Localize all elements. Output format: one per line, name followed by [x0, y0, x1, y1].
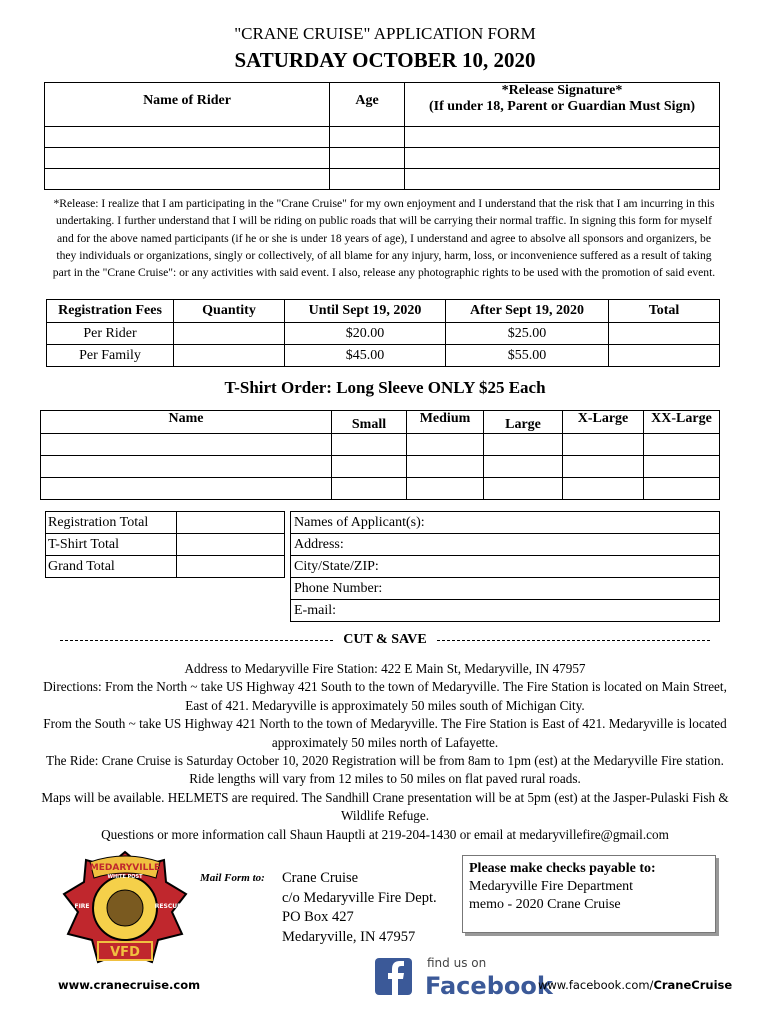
release-signature-note: (If under 18, Parent or Guardian Must Sign): [428, 99, 696, 114]
col-name-of-rider: Name of Rider: [45, 83, 330, 127]
applicant-email-field[interactable]: E-mail:: [291, 600, 720, 622]
rider-age-cell[interactable]: [330, 148, 405, 169]
cut-line: [60, 632, 710, 648]
tshirt-cell[interactable]: [563, 478, 644, 500]
fee-total[interactable]: [609, 323, 720, 345]
fb-url-page: CraneCruise: [653, 978, 733, 992]
totals-label: T-Shirt Total: [46, 534, 177, 556]
tshirt-header: Medium: [407, 411, 484, 434]
info-directions-south: From the South ~ take US Highway 421 North to the town of Medaryville. The Fire Station is East of 421. Medaryville is located approximately 50 miles north of Lafayette.: [43, 716, 727, 750]
info-address: Address to Medaryville Fire Station: 422 E Main St, Medaryville, IN 47957: [184, 661, 586, 676]
table-row: [47, 323, 720, 345]
rider-name-cell[interactable]: [45, 169, 330, 190]
facebook-url[interactable]: [538, 978, 732, 992]
tshirt-cell[interactable]: [41, 456, 332, 478]
release-signature-label: *Release Signature*: [501, 83, 623, 98]
table-row: [46, 534, 285, 556]
tshirt-header: Small: [332, 411, 407, 434]
totals-label: Grand Total: [46, 556, 177, 578]
table-row: [46, 512, 285, 534]
tshirt-cell[interactable]: [563, 434, 644, 456]
badge-sub-text: WHITE POST: [107, 874, 143, 880]
col-release-signature: [405, 83, 720, 127]
tshirt-cell[interactable]: [484, 456, 563, 478]
mail-line: Medaryville, IN 47957: [282, 929, 416, 946]
payable-line: Medaryville Fire Department: [469, 879, 634, 894]
dashed-divider: [437, 640, 710, 641]
mail-line: Crane Cruise: [282, 870, 359, 886]
applicant-address-field[interactable]: Address:: [291, 534, 720, 556]
fire-department-badge-icon: [60, 848, 190, 966]
table-row: [291, 534, 720, 556]
table-row: [45, 127, 720, 148]
fee-label: Per Family: [47, 345, 174, 367]
tshirt-header: Name: [41, 411, 332, 434]
tshirt-cell[interactable]: [332, 456, 407, 478]
payable-box: [462, 855, 716, 933]
totals-table: [45, 511, 285, 578]
tshirt-cell[interactable]: [41, 434, 332, 456]
table-row: [47, 345, 720, 367]
rider-name-cell[interactable]: [45, 127, 330, 148]
rider-signature-cell[interactable]: [405, 127, 720, 148]
tshirt-cell[interactable]: [407, 434, 484, 456]
table-row: [41, 456, 720, 478]
release-statement: *Release: I realize that I am participating in the "Crane Cruise" for my own enjoyment and I understand that the risk that I am incurring in this undertaking. I further understand that I will be riding on public roads that will be carrying their normal traffic. In signing this form for myself and for the above named participants (if he or she is under 18 years of age), I understand and agree to absolve all sponsors and organizers, be they individuals or organizations, singly or collectively, of all blame for any injury, harm, loss, or inconvenience suffered as a result of taking part in the "Crane Cruise": or any activities with said event. I also, release any photographic rights to be used with the promotion of said event.: [52, 197, 716, 280]
fee-late: $25.00: [446, 323, 609, 345]
table-row: [41, 478, 720, 500]
tshirt-cell[interactable]: [644, 456, 720, 478]
fb-find-text: find us on: [427, 956, 487, 970]
tshirt-cell[interactable]: [644, 478, 720, 500]
totals-value[interactable]: [177, 512, 285, 534]
info-directions-north: Directions: From the North ~ take US Highway 421 South to the town of Medaryville. The Fire Station is located on Main Street, East of 421. Medaryville is approximately 50 miles south of Michigan City.: [43, 679, 727, 713]
rider-age-cell[interactable]: [330, 169, 405, 190]
cut-save-label: CUT & SAVE: [343, 632, 427, 647]
table-row: [45, 148, 720, 169]
tshirt-cell[interactable]: [41, 478, 332, 500]
mail-line: PO Box 427: [282, 909, 354, 926]
table-row: [291, 556, 720, 578]
totals-label: Registration Total: [46, 512, 177, 534]
badge-right-text: RESCUE: [154, 903, 182, 910]
payable-heading: Please make checks payable to:: [469, 861, 656, 876]
totals-value[interactable]: [177, 556, 285, 578]
tshirt-header: X-Large: [563, 411, 644, 434]
fee-label: Per Rider: [47, 323, 174, 345]
fee-quantity[interactable]: [174, 345, 285, 367]
tshirt-table: [40, 410, 720, 500]
applicant-city-field[interactable]: City/State/ZIP:: [291, 556, 720, 578]
applicant-table: [290, 511, 720, 622]
fb-url-prefix: www.facebook.com/: [538, 978, 654, 992]
event-info: [40, 660, 730, 844]
fees-header: Registration Fees: [47, 300, 174, 323]
mail-line: c/o Medaryville Fire Dept.: [282, 889, 437, 906]
table-row: [291, 578, 720, 600]
mail-address: [282, 869, 437, 948]
tshirt-cell[interactable]: [563, 456, 644, 478]
fb-name-text: Facebook: [425, 972, 553, 1000]
col-age: Age: [330, 83, 405, 127]
tshirt-title: T-Shirt Order: Long Sleeve ONLY $25 Each: [224, 378, 546, 397]
tshirt-cell[interactable]: [407, 478, 484, 500]
tshirt-cell[interactable]: [484, 434, 563, 456]
event-date: SATURDAY OCTOBER 10, 2020: [234, 48, 536, 72]
info-questions: Questions or more information call Shaun Hauptli at 219-204-1430 or email at medaryvillefire@gmail.com: [101, 826, 669, 842]
table-row: [41, 434, 720, 456]
fee-early: $20.00: [285, 323, 446, 345]
tshirt-cell[interactable]: [407, 456, 484, 478]
rider-signature-cell[interactable]: [405, 148, 720, 169]
table-row: [46, 556, 285, 578]
badge-top-text: MEDARYVILLE: [89, 863, 161, 873]
table-row: [291, 600, 720, 622]
table-row: [45, 169, 720, 190]
info-maps: Maps will be available. HELMETS are required. The Sandhill Crane presentation will be at 5pm (est) at the Jasper-Pulaski Fish & Wildlife Refuge.: [41, 789, 729, 824]
facebook-icon[interactable]: [375, 952, 553, 1000]
badge-bottom-text: VFD: [110, 945, 140, 960]
fees-header: Quantity: [174, 300, 285, 323]
rider-name-cell[interactable]: [45, 148, 330, 169]
tshirt-cell[interactable]: [332, 434, 407, 456]
fees-table: [46, 299, 720, 367]
totals-value[interactable]: [177, 534, 285, 556]
payable-memo: memo - 2020 Crane Cruise: [469, 897, 621, 912]
tshirt-cell[interactable]: [644, 434, 720, 456]
badge-left-text: FIRE: [74, 903, 90, 910]
tshirt-header: XX-Large: [644, 411, 720, 434]
info-ride: The Ride: Crane Cruise is Saturday October 10, 2020 Registration will be from 8am to 1pm (est) at the Medaryville Fire station. Ride lengths will vary from 12 miles to 50 miles on flat paved rural roads.: [46, 753, 724, 787]
tshirt-cell[interactable]: [484, 478, 563, 500]
fee-total[interactable]: [609, 345, 720, 367]
fee-late: $55.00: [446, 345, 609, 367]
tshirt-cell[interactable]: [332, 478, 407, 500]
fees-header: After Sept 19, 2020: [446, 300, 609, 323]
fee-quantity[interactable]: [174, 323, 285, 345]
applicant-names-field[interactable]: Names of Applicant(s):: [291, 512, 720, 534]
dashed-divider: [60, 640, 333, 641]
rider-age-cell[interactable]: [330, 127, 405, 148]
mail-form-label: Mail Form to:: [200, 872, 265, 884]
fees-header: Total: [609, 300, 720, 323]
form-title: "CRANE CRUISE" APPLICATION FORM: [234, 24, 536, 43]
website-link[interactable]: www.cranecruise.com: [58, 978, 201, 992]
fee-early: $45.00: [285, 345, 446, 367]
rider-signature-cell[interactable]: [405, 169, 720, 190]
tshirt-header: Large: [484, 411, 563, 434]
applicant-phone-field[interactable]: Phone Number:: [291, 578, 720, 600]
fees-header: Until Sept 19, 2020: [285, 300, 446, 323]
table-row: [291, 512, 720, 534]
rider-table: [44, 82, 720, 190]
